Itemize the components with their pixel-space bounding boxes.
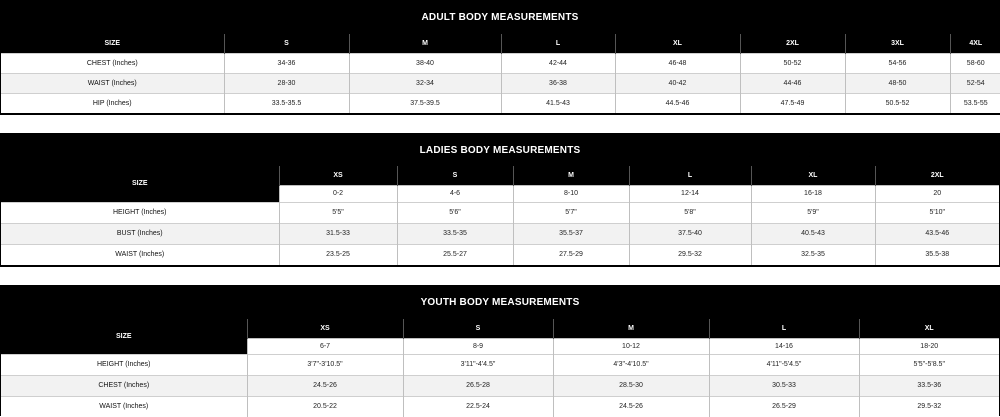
numeric-size: 8-10 [513,185,629,202]
table-cell: 43.5-46 [875,223,999,244]
row-label: CHEST (Inches) [1,53,224,73]
table-row [1,244,999,265]
table-cell: 53.5-55 [950,93,1000,113]
numeric-size: 12-14 [629,185,751,202]
table-cell: 4'3"-4'10.5" [553,354,709,375]
numeric-size: 10-12 [553,338,709,354]
ladies-section-title: LADIES BODY MEASUREMENTS [419,144,581,156]
table-cell: 34-36 [224,53,349,73]
adult-size-col: 4XL [950,34,1000,53]
table-cell: 23.5-25 [279,244,397,265]
youth-size-col: XS [247,319,403,338]
adult-size-col: 3XL [845,34,950,53]
ladies-size-col: M [513,166,629,185]
row-label: HEIGHT (Inches) [1,354,247,375]
table-row [1,53,1000,73]
table-cell: 44-46 [740,73,845,93]
numeric-size: 14-16 [709,338,859,354]
table-row [1,202,999,223]
table-cell: 20.5-22 [247,396,403,417]
numeric-size: 8-9 [403,338,553,354]
table-cell: 31.5-33 [279,223,397,244]
table-cell: 24.5-26 [247,375,403,396]
ladies-measurements-section [0,133,1000,267]
table-cell: 27.5-29 [513,244,629,265]
row-label: HIP (Inches) [1,93,224,113]
numeric-size: 6-7 [247,338,403,354]
ladies-size-col: S [397,166,513,185]
table-row [1,73,1000,93]
ladies-size-col: XL [751,166,875,185]
numeric-size: 4-6 [397,185,513,202]
adult-size-col: XL [615,34,740,53]
table-cell: 37.5-39.5 [349,93,501,113]
ladies-size-table [1,166,999,265]
table-row [1,375,999,396]
table-cell: 44.5-46 [615,93,740,113]
table-cell: 50-52 [740,53,845,73]
table-cell: 26.5-28 [403,375,553,396]
youth-size-col: L [709,319,859,338]
adult-measurements-section [0,0,1000,115]
table-cell: 28-30 [224,73,349,93]
row-label: WAIST (Inches) [1,396,247,417]
row-label: HEIGHT (Inches) [1,202,279,223]
table-cell: 30.5-33 [709,375,859,396]
table-cell: 28.5-30 [553,375,709,396]
table-cell: 26.5-29 [709,396,859,417]
table-cell: 52-54 [950,73,1000,93]
table-cell: 48-50 [845,73,950,93]
numeric-size: 20 [875,185,999,202]
table-cell: 4'11"-5'4.5" [709,354,859,375]
table-cell: 5'6" [397,202,513,223]
table-cell: 37.5-40 [629,223,751,244]
table-cell: 5'9" [751,202,875,223]
table-row [1,396,999,417]
youth-measurements-section [0,285,1000,416]
numeric-size: 16-18 [751,185,875,202]
ladies-header-row [1,166,999,185]
table-cell: 40-42 [615,73,740,93]
table-cell: 46-48 [615,53,740,73]
adult-header-row [1,34,1000,53]
table-cell: 32-34 [349,73,501,93]
row-label: WAIST (Inches) [1,244,279,265]
table-cell: 29.5-32 [859,396,999,417]
table-cell: 24.5-26 [553,396,709,417]
table-cell: 32.5-35 [751,244,875,265]
table-row [1,93,1000,113]
youth-section-title: YOUTH BODY MEASUREMENTS [420,297,580,308]
ladies-size-col: XS [279,166,397,185]
adult-size-header: SIZE [1,34,224,53]
row-label: CHEST (Inches) [1,375,247,396]
table-cell: 50.5-52 [845,93,950,113]
adult-section-title: ADULT BODY MEASUREMENTS [421,12,579,23]
table-cell: 33.5-36 [859,375,999,396]
numeric-size: 0-2 [279,185,397,202]
table-row [1,223,999,244]
table-cell: 40.5-43 [751,223,875,244]
adult-size-col: S [224,34,349,53]
numeric-size: 18-20 [859,338,999,354]
table-cell: 58-60 [950,53,1000,73]
ladies-size-col: 2XL [875,166,999,185]
table-cell: 33.5-35 [397,223,513,244]
table-cell: 42-44 [501,53,615,73]
table-cell: 33.5-35.5 [224,93,349,113]
table-cell: 35.5-38 [875,244,999,265]
youth-header-row [1,319,999,338]
table-cell: 25.5-27 [397,244,513,265]
table-cell: 3'11"-4'4.5" [403,354,553,375]
youth-size-col: M [553,319,709,338]
table-cell: 29.5-32 [629,244,751,265]
table-row [1,354,999,375]
table-cell: 47.5-49 [740,93,845,113]
table-cell: 38-40 [349,53,501,73]
table-cell: 3'7"-3'10.5" [247,354,403,375]
ladies-size-header: SIZE [1,166,279,202]
table-cell: 22.5-24 [403,396,553,417]
youth-size-table [1,319,999,417]
youth-size-header: SIZE [1,319,247,354]
adult-size-col: M [349,34,501,53]
table-cell: 5'5"-5'8.5" [859,354,999,375]
table-cell: 35.5-37 [513,223,629,244]
table-cell: 5'10" [875,202,999,223]
adult-size-col: 2XL [740,34,845,53]
ladies-size-col: L [629,166,751,185]
row-label: BUST (Inches) [1,223,279,244]
youth-size-col: XL [859,319,999,338]
adult-size-col: L [501,34,615,53]
table-cell: 5'7" [513,202,629,223]
youth-size-col: S [403,319,553,338]
table-cell: 5'8" [629,202,751,223]
table-cell: 54-56 [845,53,950,73]
adult-size-table [1,34,1000,113]
table-cell: 36-38 [501,73,615,93]
table-cell: 5'5" [279,202,397,223]
table-cell: 41.5-43 [501,93,615,113]
row-label: WAIST (Inches) [1,73,224,93]
